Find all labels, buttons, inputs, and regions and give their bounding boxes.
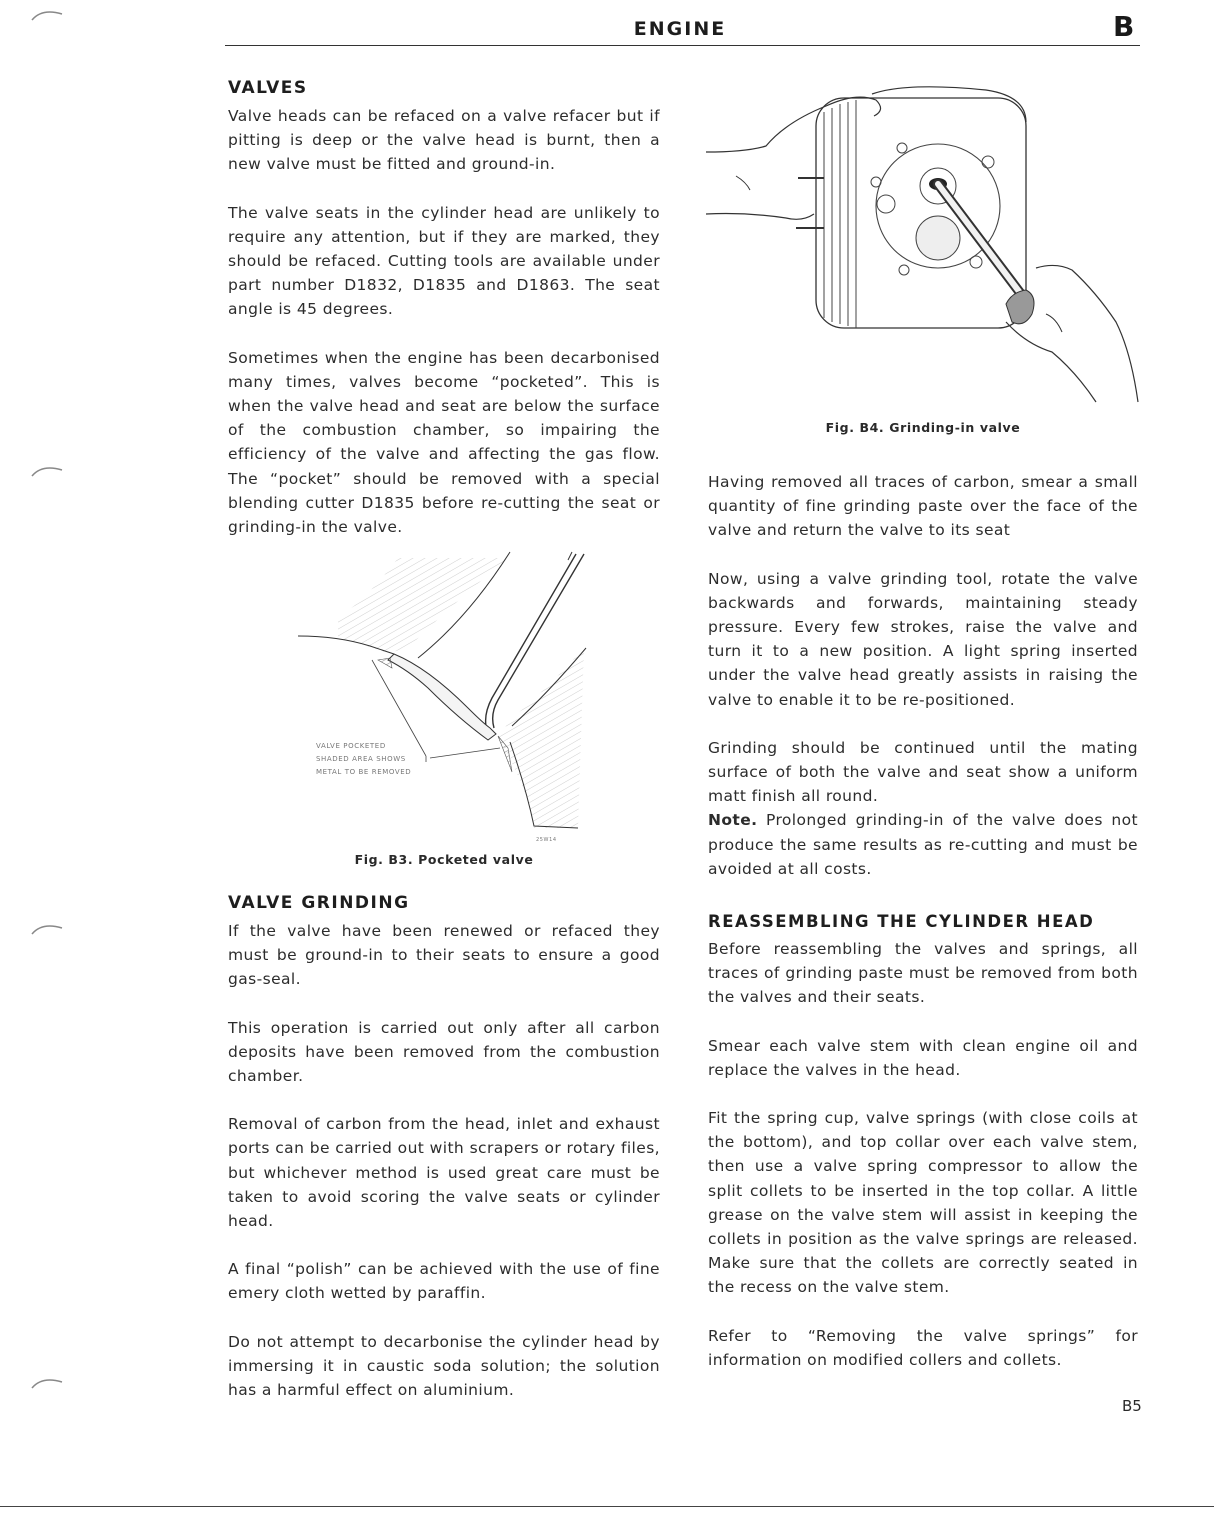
note-text: Prolonged grinding-in of the valve does not produce the same results as re-cutting and must be avoided at all costs. <box>708 811 1138 878</box>
metal-removed-label: METAL TO BE REMOVED <box>316 768 412 776</box>
figure-b3-caption: Fig. B3. Pocketed valve <box>354 852 534 867</box>
note-label: Note. <box>708 811 758 830</box>
figure-reference: 25W14 <box>536 837 557 843</box>
grinding-continued-section <box>708 470 1138 905</box>
punch-mark-icon <box>28 460 68 480</box>
pocketed-valve-diagram <box>298 548 598 848</box>
grinding-paragraph-2: Now, using a valve grinding tool, rotate the valve backwards and forwards, maintaining steady pressure. Every few strokes, raise the valve and turn it to a new position. A light spring inserted under the valve head greatly assists in raising the valve to enable it to be re-positioned. <box>708 569 1138 709</box>
page-number: B5 <box>1122 1397 1142 1415</box>
figure-b4-caption: Fig. B4. Grinding-in valve <box>825 420 1021 435</box>
grinding-in-valve-illustration <box>706 82 1146 412</box>
grinding-paragraph-3: Grinding should be continued until the mating surface of both the valve and seat show a uniform matt finish all round. <box>708 738 1138 806</box>
header-rule <box>225 45 1140 46</box>
note-paragraph <box>708 808 1138 881</box>
valve-grinding-heading: VALVE GRINDING <box>228 893 410 913</box>
section-letter: B <box>1113 10 1135 43</box>
valves-paragraph-1: Valve heads can be refaced on a valve refacer but if pitting is deep or the valve head is burnt, then a new valve must be fitted and ground-in. <box>228 107 660 174</box>
valve-grinding-paragraph-4: A final “polish” can be achieved with the use of fine emery cloth wetted by paraffin. <box>228 1260 660 1303</box>
punch-mark-icon <box>28 918 68 938</box>
reassembling-section <box>708 912 1138 1372</box>
valve-grinding-paragraph-2: This operation is carried out only after all carbon deposits have been removed from the combustion chamber. <box>228 1018 660 1086</box>
shaded-area-label: SHADED AREA SHOWS <box>316 755 406 763</box>
reassembling-paragraph-1: Before reassembling the valves and springs, all traces of grinding paste must be removed from both the valves and their seats. <box>708 940 1138 1007</box>
valves-paragraph-2: The valve seats in the cylinder head are unlikely to require any attention, but if they are marked, they should be refaced. Cutting tools are available under part number D1832, D1835 and D1863. The seat angle is 45 degrees. <box>228 203 660 319</box>
valves-heading: VALVES <box>228 78 308 98</box>
bottom-rule <box>0 1506 1214 1507</box>
grinding-paragraph-1: Having removed all traces of carbon, smear a small quantity of fine grinding paste over the face of the valve and return the valve to its seat <box>708 473 1138 540</box>
valve-pocketed-label: VALVE POCKETED <box>316 742 386 750</box>
punch-mark-icon <box>28 4 68 24</box>
reassembling-heading: REASSEMBLING THE CYLINDER HEAD <box>708 912 1095 931</box>
valve-grinding-paragraph-3: Removal of carbon from the head, inlet and exhaust ports can be carried out with scrapers or rotary files, but whichever method is used great care must be taken to avoid scoring the valve seats or cylinder head. <box>228 1115 660 1231</box>
valve-grinding-paragraph-5: Do not attempt to decarbonise the cylinder head by immersing it in caustic soda solution; the solution has a harmful effect on aluminium. <box>228 1332 660 1400</box>
valves-paragraph-3: Sometimes when the engine has been decarbonised many times, valves become “pocketed”. This is when the valve head and seat are below the surface of the combustion chamber, so impairing the efficiency of the valve and affecting the gas flow. The “pocket” should be removed with a special blending cutter D1835 before re-cutting the seat or grinding-in the valve. <box>228 348 660 537</box>
valves-section <box>228 78 660 563</box>
punch-mark-icon <box>28 1372 68 1392</box>
valve-grinding-section <box>228 893 660 1402</box>
reassembling-paragraph-2: Smear each valve stem with clean engine oil and replace the valves in the head. <box>708 1036 1138 1079</box>
valve-grinding-paragraph-1: If the valve have been renewed or refaced they must be ground-in to their seats to ensure a good gas-seal. <box>228 922 660 989</box>
reassembling-paragraph-4: Refer to “Removing the valve springs” for information on modified collers and collets. <box>708 1326 1138 1369</box>
header-title: ENGINE <box>633 18 727 40</box>
reassembling-paragraph-3: Fit the spring cup, valve springs (with close coils at the bottom), and top collar over each valve stem, then use a valve spring compressor to allow the split collets to be inserted in the top collar. A little grease on the valve stem will assist in keeping the collets in position as the valve springs are released. Make sure that the collets are correctly seated in the recess on the valve stem. <box>708 1109 1138 1297</box>
